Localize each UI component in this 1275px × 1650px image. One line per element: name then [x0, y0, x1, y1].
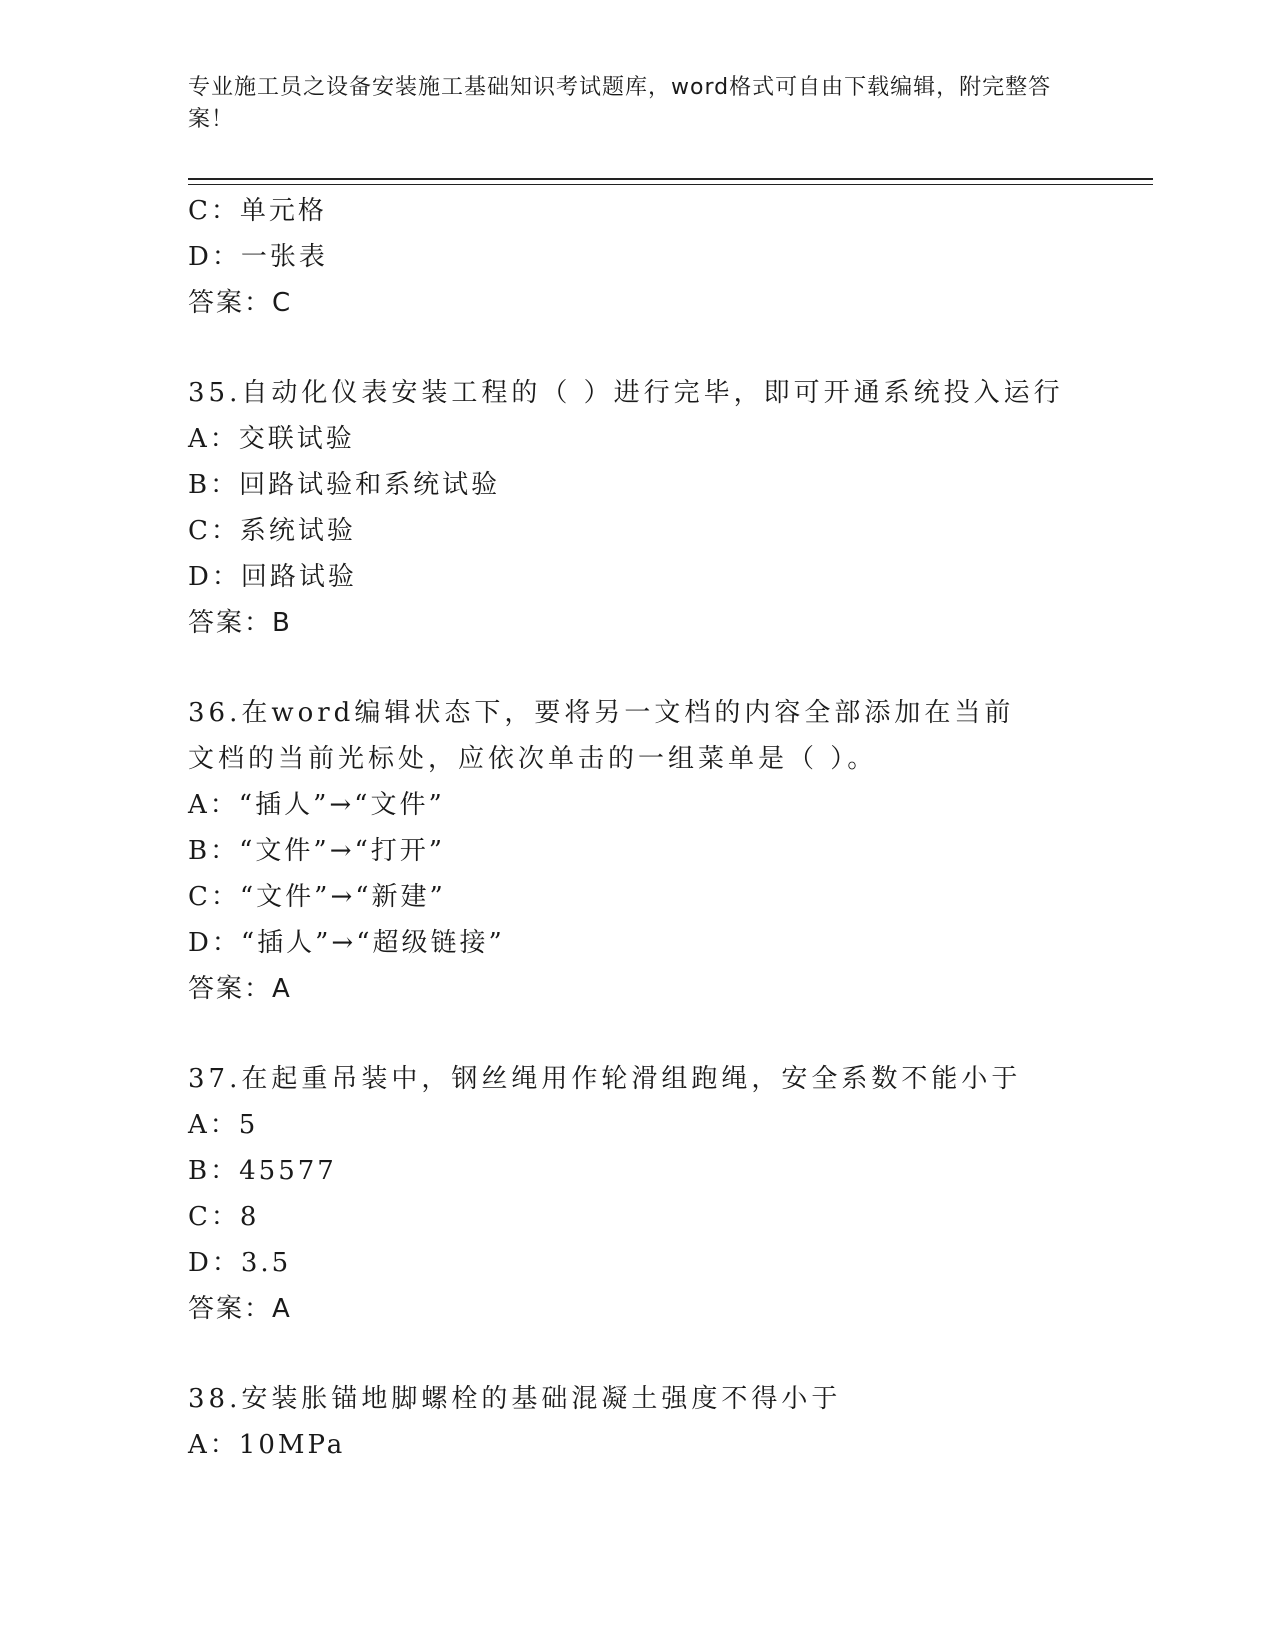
option-a: A：5	[188, 1110, 259, 1140]
option-c: C：8	[188, 1202, 260, 1232]
answer-line: 答案：C	[188, 288, 293, 318]
question-block-36	[188, 690, 1088, 1012]
question-list	[188, 188, 1088, 1468]
header-rule-thin	[188, 184, 1153, 185]
question-text: 35.自动化仪表安装工程的（ ）进行完毕，即可开通系统投入运行	[188, 378, 1064, 408]
page-header: 专业施工员之设备安装施工基础知识考试题库，word格式可自由下载编辑，附完整答案！	[188, 75, 1052, 132]
option-c: C：单元格	[188, 196, 327, 226]
option-c: C：“文件”→“新建”	[188, 882, 446, 912]
answer-line: 答案：A	[188, 974, 292, 1004]
option-a: A：交联试验	[188, 424, 355, 454]
option-a: A：10MPa	[188, 1430, 346, 1460]
option-c: C：系统试验	[188, 516, 356, 546]
option-d: D：一张表	[188, 242, 328, 272]
answer-line: 答案：B	[188, 608, 292, 638]
option-a: A：“插人”→“文件”	[188, 790, 445, 820]
question-text: 38.安装胀锚地脚螺栓的基础混凝土强度不得小于	[188, 1384, 842, 1414]
option-b: B：“文件”→“打开”	[188, 836, 446, 866]
option-b: B：45577	[188, 1156, 337, 1186]
question-block-37	[188, 1056, 1088, 1332]
spacer	[188, 646, 1088, 690]
option-d: D：“插人”→“超级链接”	[188, 928, 505, 958]
spacer	[188, 1012, 1088, 1056]
question-text: 36.在word编辑状态下，要将另一文档的内容全部添加在当前文档的当前光标处，应依次单击的一组菜单是（ ）。	[188, 698, 1015, 774]
spacer	[188, 1332, 1088, 1376]
spacer	[188, 326, 1088, 370]
option-d: D：回路试验	[188, 562, 357, 592]
question-block-35	[188, 370, 1088, 646]
option-b: B：回路试验和系统试验	[188, 470, 501, 500]
option-d: D：3.5	[188, 1248, 292, 1278]
answer-line: 答案：A	[188, 1294, 292, 1324]
question-block-34	[188, 188, 1088, 326]
question-text: 37.在起重吊装中，钢丝绳用作轮滑组跑绳，安全系数不能小于	[188, 1064, 1022, 1094]
header-rule-thick	[188, 178, 1153, 180]
question-block-38	[188, 1376, 1088, 1468]
